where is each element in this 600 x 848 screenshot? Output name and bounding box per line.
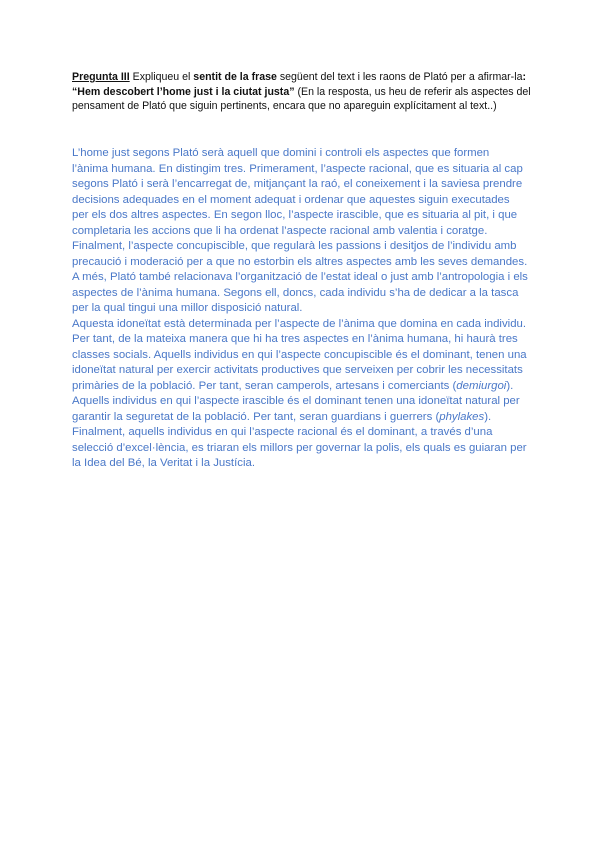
question-instructions: (En la resposta, us heu de referir als aspectes del pensament de Plató que siguin pertinents, encara que no apareguin explícitament al text..) xyxy=(72,85,531,113)
answer-term-phylakes: phylakes xyxy=(439,410,485,423)
answer-p3-part-c: ). Finalment, aquells individus en qui l’aspecte racional és el dominant, a través d’una selecció d’excel·lència, es triaran els millors per governar la polis, els quals es guiaran per la Idea del Bé, la Veritat i la Justícia. xyxy=(72,410,527,469)
question-paragraph xyxy=(72,70,532,114)
answer-paragraph-1: L’home just segons Plató serà aquell que domini i controli els aspectes que formen l’ànima humana. En distingim tres. Primerament, l’aspecte racional, que es situaria al cap segons Plató i serà l’encarregat de, mitjançant la raó, el coneixement i la saviesa prendre decisions adequades en el moment adequat i ordenar que aquestes siguin executades per els dos altres aspectes. En segon lloc, l’aspecte irascible, que es situaria al pit, i que completaria les accions que li ha ordenat l’aspecte racional amb valentia i coratge. Finalment, l’aspecte concupiscible, que regularà les passions i desitjos de l’individu amb precaució i moderació per a que no estorbin els altres aspectes amb les seves demandes. xyxy=(72,147,528,268)
question-text-part-2: següent del text i les raons de Plató per a afirmar-la xyxy=(276,71,523,83)
answer-term-demiurgoi: demiurgoi xyxy=(456,379,507,392)
answer-paragraph-2: A més, Plató també relacionava l’organització de l’estat ideal o just amb l’antropologia i els aspectes de l’ànima humana. Segons ell, doncs, cada individu s’ha de dedicar a la tasca per la qual tingui una millor disposició natural. xyxy=(72,271,528,314)
question-text-part-1: Expliqueu el xyxy=(129,71,194,83)
question-bold-phrase: sentit de la frase xyxy=(193,71,277,83)
question-label: Pregunta III xyxy=(72,71,130,83)
answer-p3-part-a: Aquesta idoneïtat està determinada per l’aspecte de l’ànima que domina en cada individu. Per tant, de la mateixa manera que hi ha tres aspectes en l’ànima humana, hi haurà tres classes socials. Aquells individus en qui l’aspecte concupiscible és el dominant, tenen una idoneïtat natural per exercir activitats productives que serveixen per cobrir les necessitats primàries de la població. Per tant, seran camperols, artesans i comerciants ( xyxy=(72,317,527,392)
answer-p3-part-b: ). Aquells individus en qui l’aspecte irascible és el dominant tenen una idoneïtat natural per garantir la seguretat de la població. Per tant, seran guardians i guerrers ( xyxy=(72,379,520,423)
answer-paragraph-3 xyxy=(72,317,528,472)
answer-block xyxy=(72,146,528,472)
question-quoted-sentence: : “Hem descobert l’home just i la ciutat justa” xyxy=(72,71,526,98)
